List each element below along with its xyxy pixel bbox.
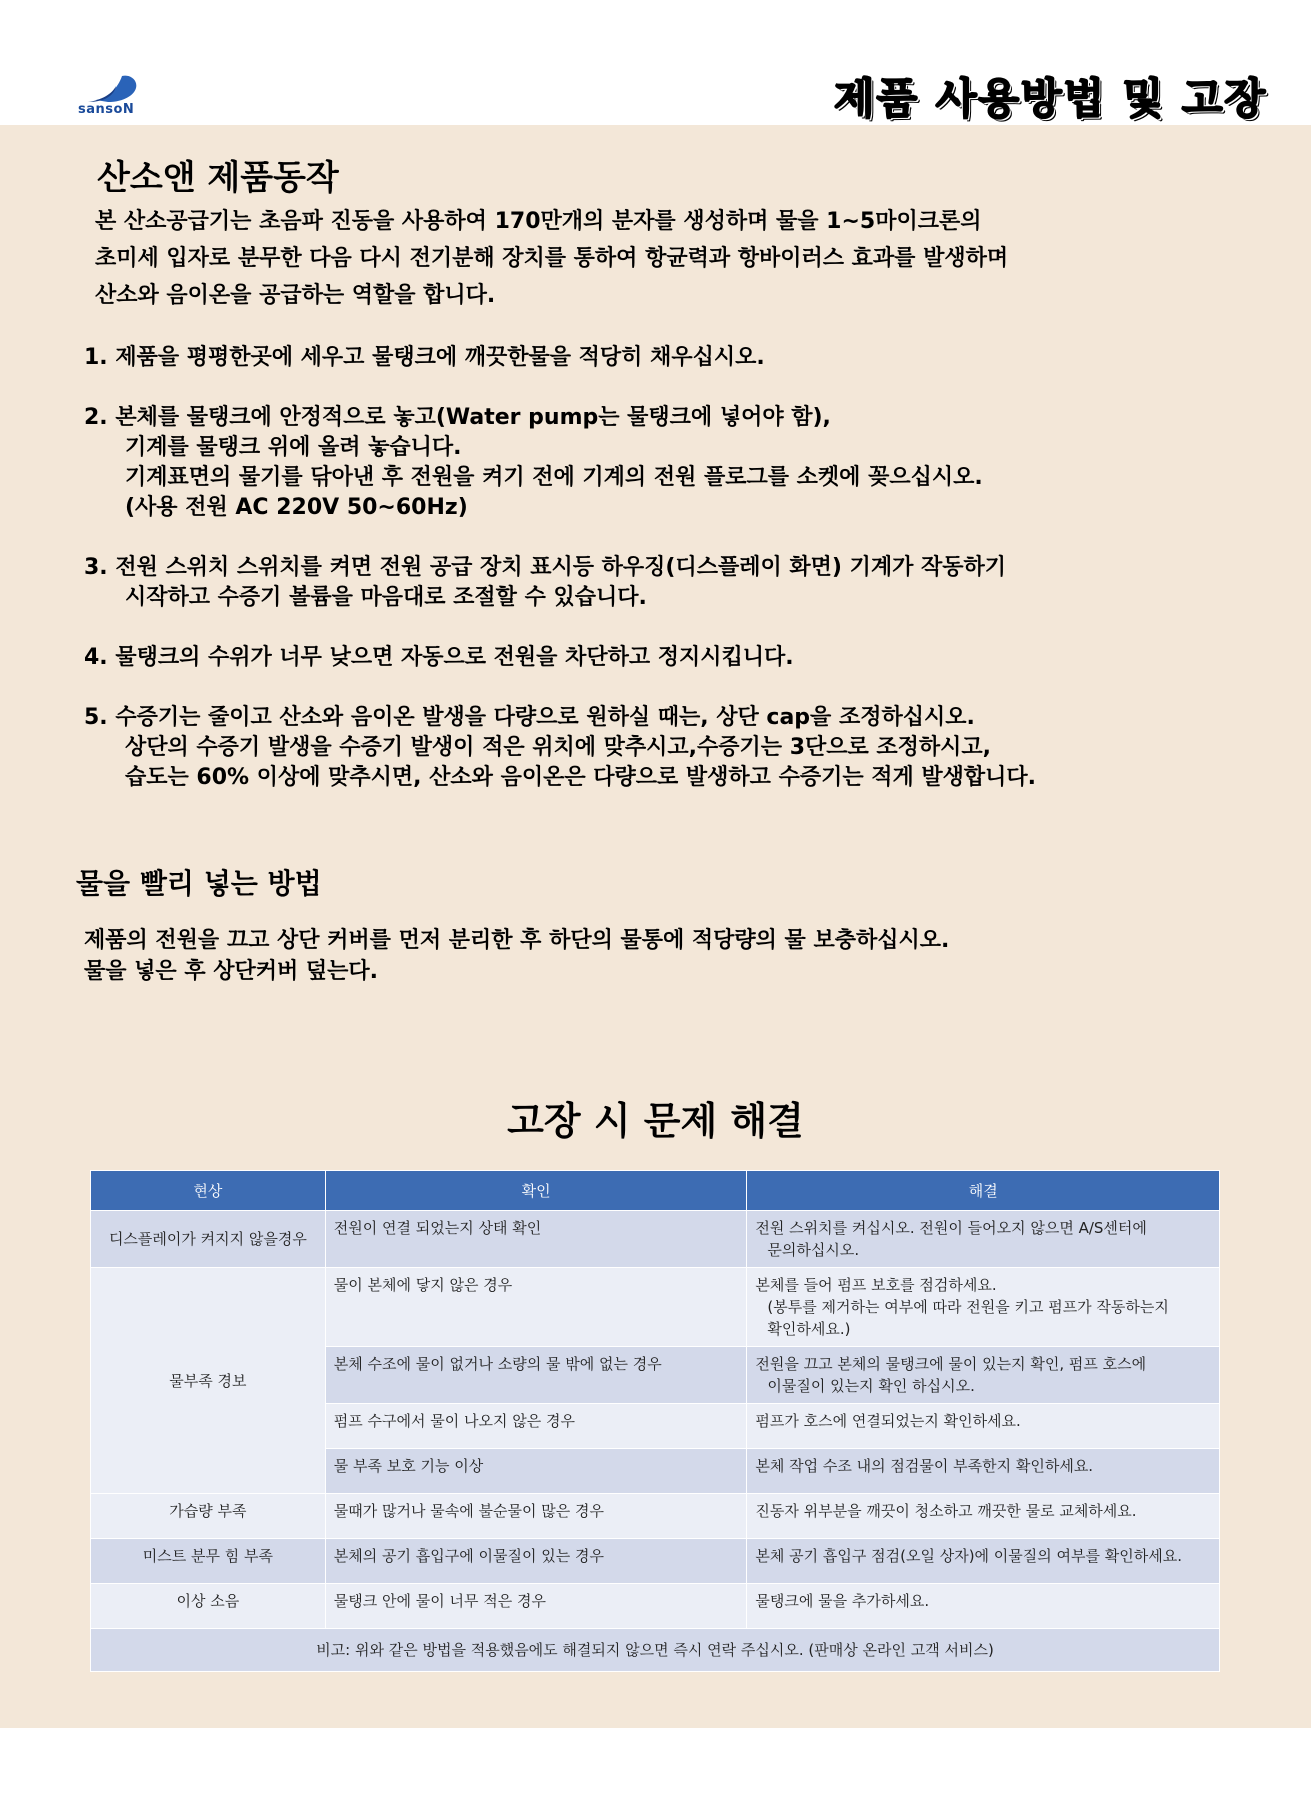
step-line: 5. 수증기는 줄이고 산소와 음이온 발생을 다량으로 원하실 때는, 상단 cap을 조정하십시오. (84, 705, 975, 730)
fix-cell (747, 1347, 1220, 1404)
operation-intro (95, 203, 1008, 314)
symptom-cell: 미스트 분무 힘 부족 (91, 1539, 326, 1584)
intro-line: 초미세 입자로 분무한 다음 다시 전기분해 장치를 통하여 항균력과 항바이러스 효과를 발생하며 (95, 246, 1009, 271)
check-cell: 전원이 연결 되었는지 상태 확인 (325, 1211, 747, 1268)
water-title: 물을 빨리 넣는 방법 (76, 867, 322, 900)
step-5 (84, 703, 1036, 793)
step-2 (84, 403, 1036, 523)
check-cell: 펌프 수구에서 물이 나오지 않은 경우 (325, 1404, 747, 1449)
wave-logo-icon (78, 70, 148, 104)
table-row (91, 1211, 1220, 1268)
step-line: 4. 물탱크의 수위가 너무 낮으면 자동으로 전원을 차단하고 정지시킵니다. (84, 645, 794, 670)
check-cell: 본체 수조에 물이 없거나 소량의 물 밖에 없는 경우 (325, 1347, 747, 1404)
water-line: 물을 넣은 후 상단커버 덮는다. (84, 959, 379, 984)
page-header (0, 0, 1311, 125)
column-header-check: 확인 (325, 1171, 747, 1211)
table-note-row (91, 1629, 1220, 1672)
step-line: 2. 본체를 물탱크에 안정적으로 놓고(Water pump는 물탱크에 넣어야 함), (84, 405, 831, 430)
check-cell: 본체의 공기 흡입구에 이물질이 있는 경우 (325, 1539, 747, 1584)
fix-cell: 펌프가 호스에 연결되었는지 확인하세요. (747, 1404, 1220, 1449)
check-cell: 물 부족 보호 기능 이상 (325, 1449, 747, 1494)
page-title: 제품 사용방법 및 고장 (833, 74, 1267, 123)
fix-cell: 본체 작업 수조 내의 점검물이 부족한지 확인하세요. (747, 1449, 1220, 1494)
table-row (91, 1494, 1220, 1539)
water-line: 제품의 전원을 끄고 상단 커버를 먼저 분리한 후 하단의 물통에 적당량의 물 보충하십시오. (84, 928, 950, 953)
step-line: (사용 전원 AC 220V 50~60Hz) (125, 495, 468, 520)
fix-cell: 진동자 위부분을 깨끗이 청소하고 깨끗한 물로 교체하세요. (747, 1494, 1220, 1539)
intro-line: 산소와 음이온을 공급하는 역할을 합니다. (95, 283, 496, 308)
check-cell: 물때가 많거나 물속에 불순물이 많은 경우 (325, 1494, 747, 1539)
fix-cell: 본체 공기 흡입구 점검(오일 상자)에 이물질의 여부를 확인하세요. (747, 1539, 1220, 1584)
sanson-logo (78, 70, 148, 120)
table-header-row (91, 1171, 1220, 1211)
fix-line: (봉투를 제거하는 여부에 따라 전원을 키고 펌프가 작동하는지 (767, 1298, 1169, 1316)
symptom-cell: 물부족 경보 (91, 1268, 326, 1494)
step-line: 습도는 60% 이상에 맞추시면, 산소와 음이온은 다량으로 발생하고 수증기는 적게 발생합니다. (125, 765, 1037, 790)
fix-cell: 물탱크에 물을 추가하세요. (747, 1584, 1220, 1629)
step-4 (84, 643, 1036, 673)
table-row (91, 1539, 1220, 1584)
fix-cell (747, 1268, 1220, 1347)
operation-title: 산소앤 제품동작 (97, 158, 339, 198)
step-line: 3. 전원 스위치 스위치를 켜면 전원 공급 장치 표시등 하우징(디스플레이 화면) 기계가 작동하기 (84, 555, 1007, 580)
step-1 (84, 343, 1036, 373)
troubleshooting-title: 고장 시 문제 해결 (507, 1099, 804, 1143)
fix-line: 이물질이 있는지 확인 하십시오. (767, 1377, 975, 1395)
check-cell: 물이 본체에 닿지 않은 경우 (325, 1268, 747, 1347)
fix-cell (747, 1211, 1220, 1268)
troubleshooting-table (90, 1170, 1220, 1672)
fix-line: 전원을 끄고 본체의 물탱크에 물이 있는지 확인, 펌프 호스에 (755, 1355, 1147, 1373)
table-note: 비고: 위와 같은 방법을 적용했음에도 해결되지 않으면 즉시 연락 주십시오. (판매상 온라인 고객 서비스) (91, 1629, 1220, 1672)
fix-line: 확인하세요.) (767, 1320, 851, 1338)
step-line: 기계표면의 물기를 닦아낸 후 전원을 켜기 전에 기계의 전원 플로그를 소켓에 꽂으십시오. (125, 465, 983, 490)
fix-line: 본체를 들어 펌프 보호를 점검하세요. (755, 1276, 997, 1294)
fix-line: 전원 스위치를 켜십시오. 전원이 들어오지 않으면 A/S센터에 (755, 1219, 1147, 1237)
intro-line: 본 산소공급기는 초음파 진동을 사용하여 170만개의 분자를 생성하며 물을 1~5마이크론의 (95, 209, 982, 234)
table-row (91, 1584, 1220, 1629)
step-line: 상단의 수증기 발생을 수증기 발생이 적은 위치에 맞추시고,수증기는 3단으로 조정하시고, (125, 735, 992, 760)
check-cell: 물탱크 안에 물이 너무 적은 경우 (325, 1584, 747, 1629)
column-header-fix: 해결 (747, 1171, 1220, 1211)
operation-steps (84, 343, 1036, 823)
step-line: 시작하고 수증기 볼륨을 마음대로 조절할 수 있습니다. (125, 585, 647, 610)
fix-line: 문의하십시오. (767, 1241, 860, 1259)
symptom-cell: 가습량 부족 (91, 1494, 326, 1539)
step-line: 1. 제품을 평평한곳에 세우고 물탱크에 깨끗한물을 적당히 채우십시오. (84, 345, 765, 370)
logo-text: sansoN (78, 102, 135, 117)
table-row (91, 1268, 1220, 1347)
symptom-cell: 디스플레이가 켜지지 않을경우 (91, 1211, 326, 1268)
column-header-symptom: 현상 (91, 1171, 326, 1211)
step-3 (84, 553, 1036, 613)
symptom-cell: 이상 소음 (91, 1584, 326, 1629)
water-instructions (84, 925, 949, 987)
step-line: 기계를 물탱크 위에 올려 놓습니다. (125, 435, 462, 460)
